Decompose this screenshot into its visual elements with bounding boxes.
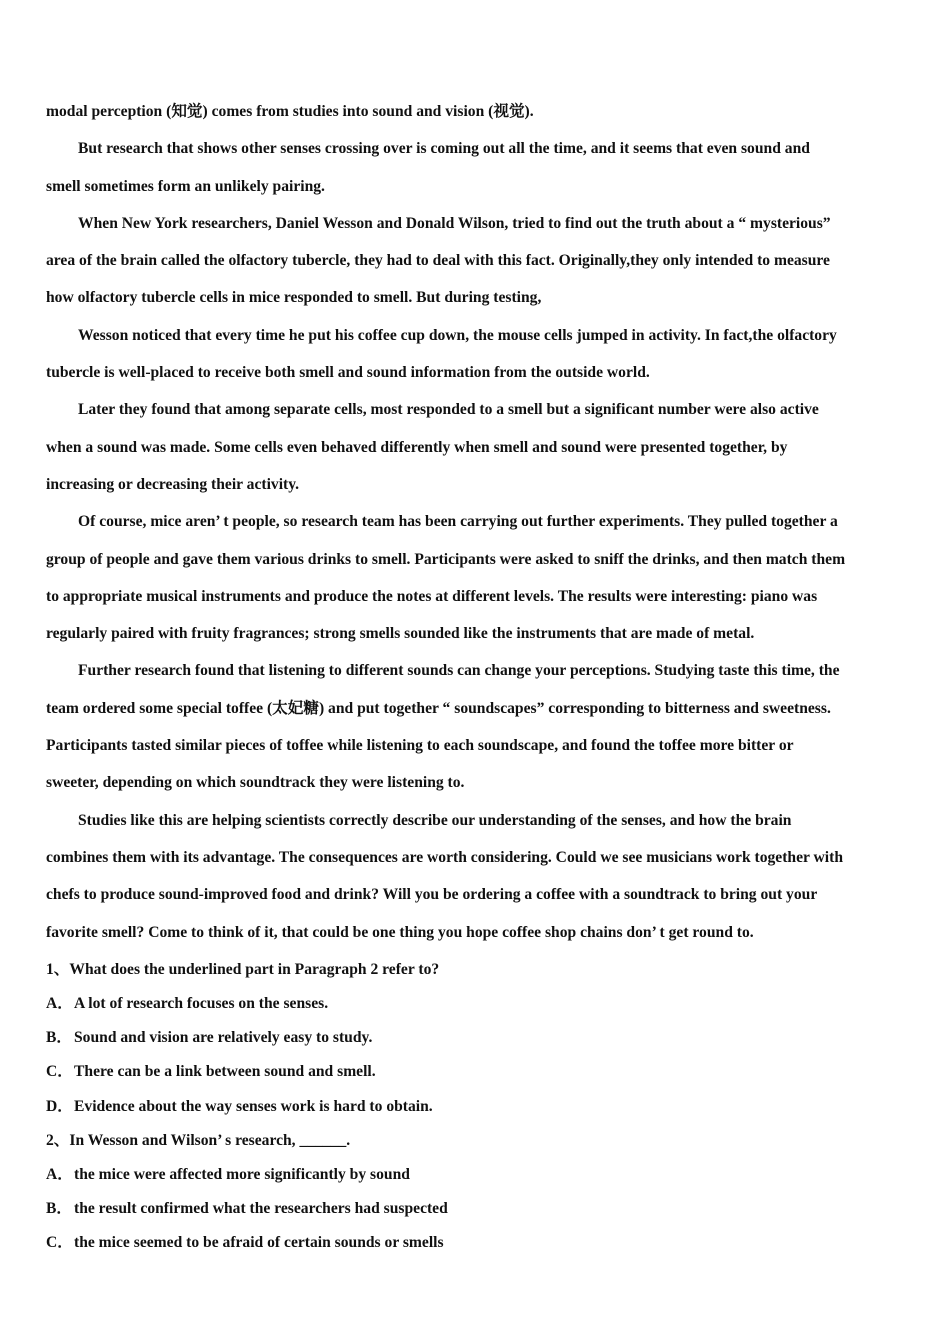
option-letter: D． xyxy=(46,1097,73,1115)
paragraph-2-line: But research that shows other senses crossing over is coming out all the time, and it seems that even sound and xyxy=(78,140,810,158)
paragraph-5-line: Later they found that among separate cells, most responded to a smell but a significant number were also active xyxy=(78,401,819,419)
paragraph-8-line: chefs to produce sound-improved food and drink? Will you be ordering a coffee with a soundtrack to bring out your xyxy=(46,886,818,904)
question-1-option-c xyxy=(46,1057,908,1091)
option-text: the result confirmed what the researchers had suspected xyxy=(74,1200,448,1218)
option-letter: C． xyxy=(46,1063,73,1081)
option-text: A lot of research focuses on the senses. xyxy=(74,995,329,1013)
paragraph-7-line: team ordered some special toffee (太妃糖) and put together “ soundscapes” corresponding to bitterness and sweetness. xyxy=(46,699,831,717)
paragraph-8-line: combines them with its advantage. The consequences are worth considering. Could we see musicians work together with xyxy=(46,848,844,866)
option-letter: C． xyxy=(46,1234,73,1252)
paragraph-7-line: Participants tasted similar pieces of toffee while listening to each soundscape, and found the toffee more bitter or xyxy=(46,737,794,755)
question-2-option-c xyxy=(46,1228,908,1262)
paragraph-4-line: tubercle is well-placed to receive both smell and sound information from the outside world. xyxy=(46,364,650,382)
option-letter: B． xyxy=(46,1029,72,1047)
question-2-option-a xyxy=(46,1160,908,1194)
question-number: 1、 xyxy=(46,960,70,978)
paragraph-8-line: favorite smell? Come to think of it, that could be one thing you hope coffee shop chains don’ t get round to. xyxy=(46,923,754,941)
document-page xyxy=(46,97,908,1263)
paragraph-6-line: Of course, mice aren’ t people, so research team has been carrying out further experiments. They pulled together a xyxy=(78,513,838,531)
question-number: 2、 xyxy=(46,1131,70,1149)
paragraph-6-line: to appropriate musical instruments and produce the notes at different levels. The results were interesting: piano was xyxy=(46,587,818,605)
option-text: Evidence about the way senses work is hard to obtain. xyxy=(74,1097,433,1115)
paragraph-3-line: When New York researchers, Daniel Wesson and Donald Wilson, tried to find out the truth about a “ mysterious” xyxy=(78,214,831,232)
paragraph-1-line: modal perception (知觉) comes from studies into sound and vision (视觉). xyxy=(46,103,534,120)
paragraph-3-line: area of the brain called the olfactory tubercle, they had to deal with this fact. Originally,they only intended to measure xyxy=(46,252,830,270)
question-1 xyxy=(46,955,908,989)
option-text: Sound and vision are relatively easy to study. xyxy=(74,1029,373,1047)
question-1-option-b xyxy=(46,1023,908,1057)
question-1-option-a xyxy=(46,989,908,1023)
question-text: In Wesson and Wilson’ s research, ______. xyxy=(69,1131,351,1149)
option-letter: A． xyxy=(46,1165,73,1183)
question-2 xyxy=(46,1126,908,1160)
question-2-option-b xyxy=(46,1194,908,1228)
option-letter: B． xyxy=(46,1200,72,1218)
paragraph-7-line: Further research found that listening to different sounds can change your perceptions. Studying taste this time, the xyxy=(78,662,840,680)
question-1-option-d xyxy=(46,1092,908,1126)
option-text: the mice seemed to be afraid of certain sounds or smells xyxy=(74,1234,444,1252)
option-text: There can be a link between sound and smell. xyxy=(74,1063,376,1081)
option-text: the mice were affected more significantly by sound xyxy=(74,1165,410,1183)
paragraph-3-line: how olfactory tubercle cells in mice responded to smell. But during testing, xyxy=(46,289,542,307)
paragraph-6-line: group of people and gave them various drinks to smell. Participants were asked to sniff the drinks, and then match them xyxy=(46,550,846,568)
paragraph-5-line: increasing or decreasing their activity. xyxy=(46,475,300,493)
paragraph-7-line: sweeter, depending on which soundtrack they were listening to. xyxy=(46,774,465,792)
paragraph-2-line: smell sometimes form an unlikely pairing. xyxy=(46,177,325,195)
option-letter: A． xyxy=(46,995,73,1013)
paragraph-6-line: regularly paired with fruity fragrances; strong smells sounded like the instruments that are made of metal. xyxy=(46,625,755,643)
question-text: What does the underlined part in Paragraph 2 refer to? xyxy=(69,960,440,978)
paragraph-8-line: Studies like this are helping scientists correctly describe our understanding of the senses, and how the brain xyxy=(78,811,792,829)
paragraph-5-line: when a sound was made. Some cells even behaved differently when smell and sound were presented together, by xyxy=(46,438,788,456)
paragraph-4-line: Wesson noticed that every time he put his coffee cup down, the mouse cells jumped in activity. In fact,the olfactory xyxy=(78,326,837,344)
